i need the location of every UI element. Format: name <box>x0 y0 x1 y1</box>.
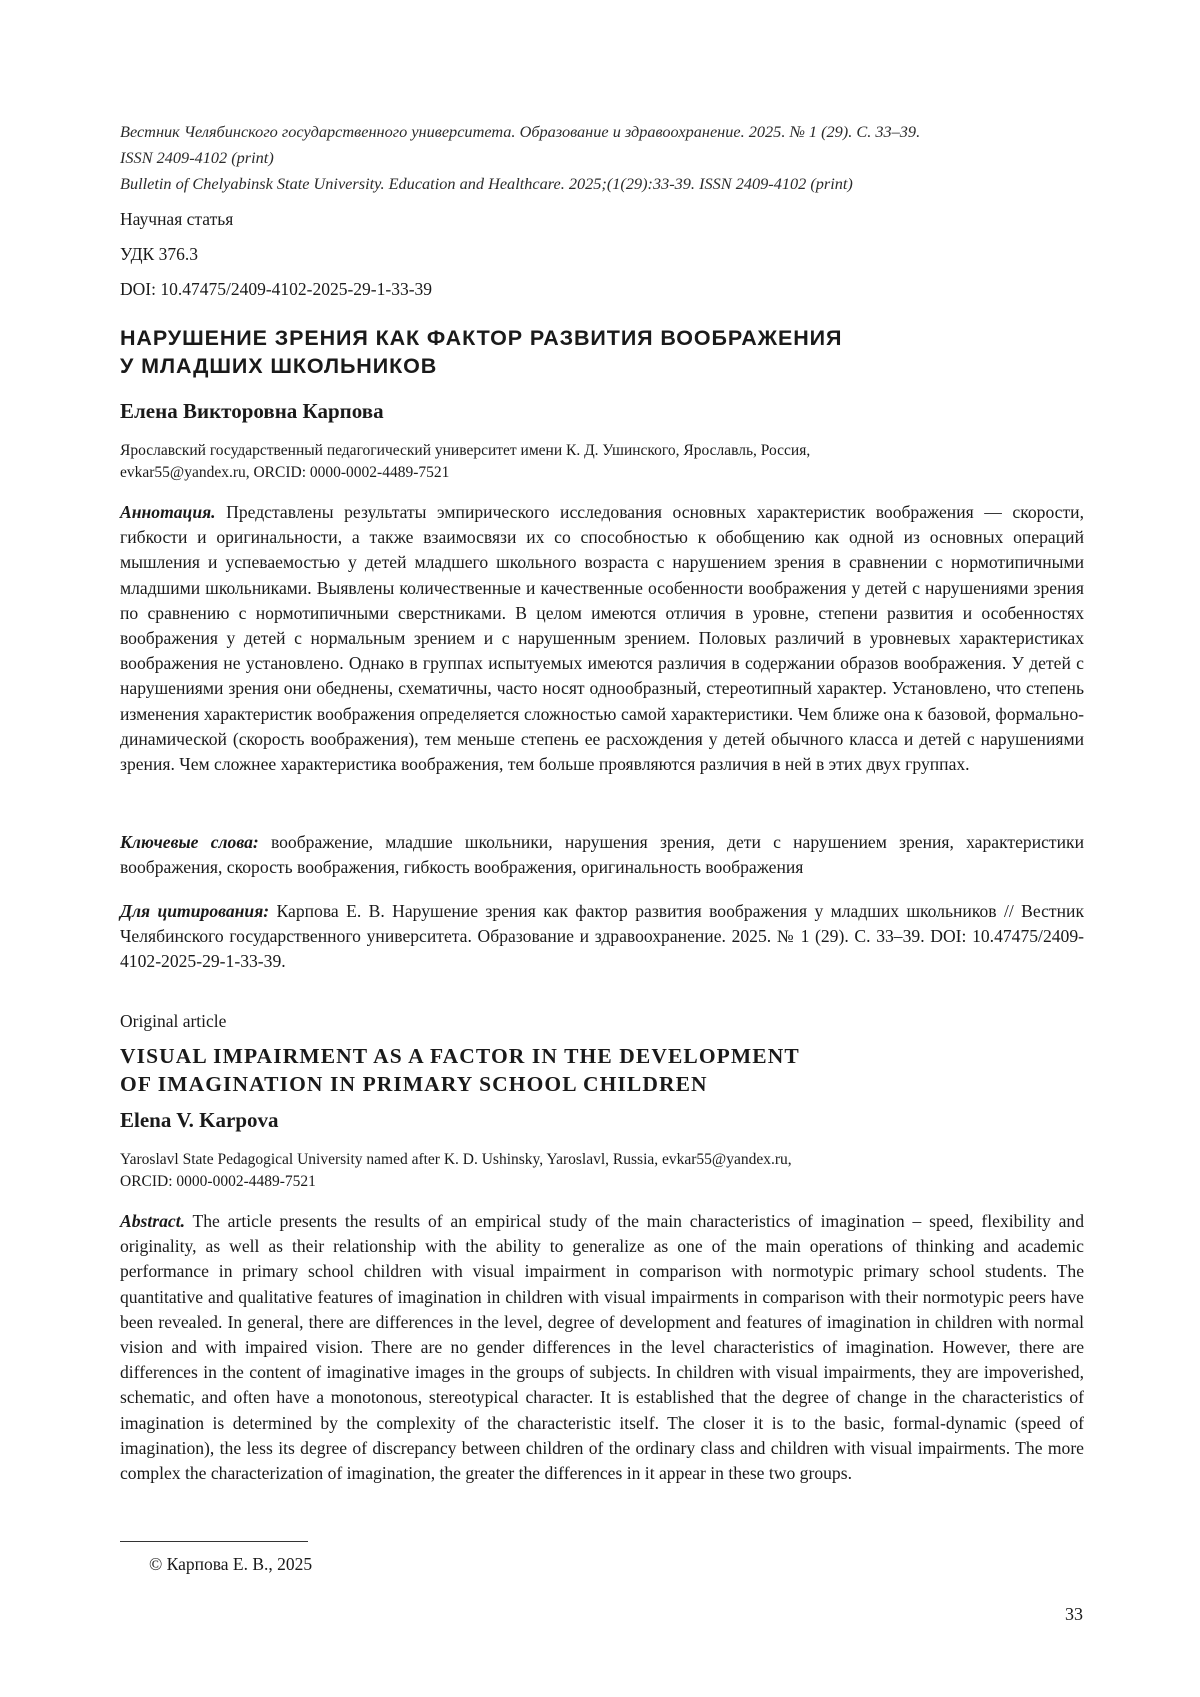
en-affiliation-line-2: ORCID: 0000-0002-4489-7521 <box>120 1173 316 1190</box>
ru-citation-label: Для цитирования: <box>120 901 270 921</box>
en-title-line-1: VISUAL IMPAIRMENT AS A FACTOR IN THE DEVELOPMENT <box>120 1044 800 1068</box>
ru-title-line-2: У МЛАДШИХ ШКОЛЬНИКОВ <box>120 354 438 378</box>
ru-author-name: Елена Викторовна Карпова <box>120 399 384 423</box>
ru-abstract-label: Аннотация. <box>120 502 216 522</box>
issn: ISSN 2409-4102 (print) <box>120 148 274 167</box>
ru-article-title <box>120 324 1084 380</box>
ru-article-type: Научная статья <box>120 209 234 229</box>
ru-keywords-text: воображение, младшие школьники, нарушения зрения, дети с нарушением зрения, характеристики воображения, скорость воображения, гибкость воображения, оригинальность воображения <box>120 832 1084 878</box>
page-number: 33 <box>1065 1604 1083 1624</box>
en-affiliation <box>120 1149 1084 1193</box>
ru-citation <box>120 899 1084 975</box>
en-journal-citation: Bulletin of Chelyabinsk State University. Education and Healthcare. 2025;(1(29):33-39. ISSN 2409-4102 (print) <box>120 174 853 193</box>
en-article-type: Original article <box>120 1011 227 1031</box>
ru-affiliation-line-2: evkar55@yandex.ru, ORCID: 0000-0002-4489-7521 <box>120 464 450 481</box>
en-abstract <box>120 1209 1084 1486</box>
en-affiliation-line-1: Yaroslavl State Pedagogical University named after K. D. Ushinsky, Yaroslavl, Russia, evkar55@yandex.ru, <box>120 1151 792 1168</box>
ru-keywords-label: Ключевые слова: <box>120 832 259 852</box>
en-abstract-label: Abstract. <box>120 1211 186 1231</box>
copyright-notice: © Карпова Е. В., 2025 <box>149 1554 313 1574</box>
udc: УДК 376.3 <box>120 244 198 264</box>
en-abstract-text: The article presents the results of an empirical study of the main characteristics of imagination – speed, flexibility and originality, as well as their relationship with the ability to generalize as one of the main operations of thinking and academic performance in primary school children with visual impairment in comparison with normotypic primary school students. The quantitative and qualitative features of imagination in children with visual impairments in comparison with their normotypic peers have been revealed. In general, there are differences in the level, degree of development and features of imagination in children with normal vision and with impaired vision. There are no gender differences in the level characteristics of imagination. However, there are differences in the content of imaginative images in the groups of subjects. In children with visual impairments, they are impoverished, schematic, and often have a monotonous, stereotypical character. It is established that the degree of change in the characteristics of imagination is determined by the complexity of the characteristic itself. The closer it is to the basic, formal-dynamic (speed of imagination), the less its degree of discrepancy between children of the ordinary class and children with visual impairments. The more complex the characterization of imagination, the greater the differences in it appear in these two groups. <box>120 1211 1084 1484</box>
en-title-line-2: OF IMAGINATION IN PRIMARY SCHOOL CHILDREN <box>120 1072 708 1096</box>
ru-abstract <box>120 500 1084 777</box>
journal-header <box>120 119 1084 197</box>
en-author-name: Elena V. Karpova <box>120 1108 279 1132</box>
ru-citation-text: Карпова Е. В. Нарушение зрения как фактор развития воображения у младших школьников // Вестник Челябинского государственного университета. Образование и здравоохранение. 2025. № 1 (29). С. 33–39. DOI: 10.47475/2409-4102-2025-29-1-33-39. <box>120 901 1084 972</box>
en-article-title <box>120 1042 1084 1098</box>
footnote-divider <box>120 1541 308 1542</box>
ru-article-meta <box>120 206 1084 302</box>
ru-keywords <box>120 830 1084 880</box>
ru-affiliation-line-1: Ярославский государственный педагогический университет имени К. Д. Ушинского, Ярославль, Россия, <box>120 442 811 459</box>
doi: DOI: 10.47475/2409-4102-2025-29-1-33-39 <box>120 279 433 299</box>
ru-abstract-text: Представлены результаты эмпирического исследования основных характеристик воображения — скорости, гибкости и оригинальности, а также взаимосвязи их со способностью к обобщению как одной из основных операций мышления и успеваемостью у детей младшего школьного возраста с нарушением зрения в сравнении с нормотипичными младшими школьниками. Выявлены количественные и качественные особенности воображения у детей с нарушениями зрения по сравнению с нормотипичными сверстниками. В целом имеются отличия в уровне, степени развития и особенностях воображения у детей с нормальным зрением и с нарушенным зрением. Половых различий в уровневых характеристиках воображения не установлено. Однако в группах испытуемых имеются различия в содержании образов воображения. У детей с нарушениями зрения они обеднены, схематичны, часто носят однообразный, стереотипный характер. Установлено, что степень изменения характеристик воображения определяется сложностью самой характеристики. Чем ближе она к базовой, формально-динамической (скорость воображения), тем меньше степень ее расхождения у детей обычного класса и детей с нарушениями зрения. Чем сложнее характеристика воображения, тем больше проявляются различия в ней в этих двух группах. <box>120 502 1084 775</box>
ru-affiliation <box>120 440 1084 484</box>
ru-journal-citation: Вестник Челябинского государственного университета. Образование и здравоохранение. 2025. № 1 (29). С. 33–39. <box>120 122 921 141</box>
ru-title-line-1: НАРУШЕНИЕ ЗРЕНИЯ КАК ФАКТОР РАЗВИТИЯ ВООБРАЖЕНИЯ <box>120 326 843 350</box>
